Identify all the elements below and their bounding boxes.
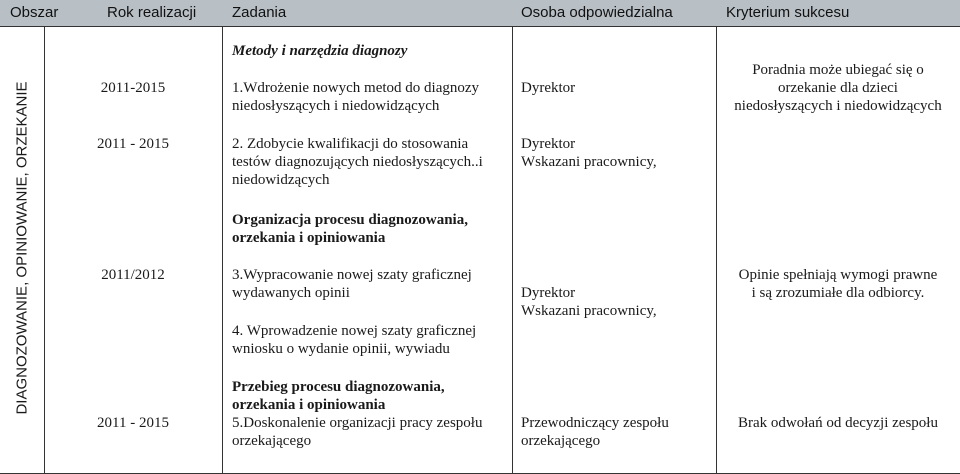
section-heading-process-line2: orzekania i opiniowania [232, 397, 386, 413]
person-row1: Dyrektor [521, 80, 576, 96]
person-row5-line2: orzekającego [521, 433, 601, 449]
task3-line1: 3.Wypracowanie nowej szaty graficznej [232, 267, 472, 283]
header-year: Rok realizacji [107, 4, 197, 21]
year-row2: 2011 - 2015 [97, 136, 169, 152]
header-tasks: Zadania [232, 4, 287, 21]
criterion-row5: Brak odwołań od decyzji zespołu [738, 415, 938, 431]
header-responsible: Osoba odpowiedzialna [521, 4, 673, 21]
person-row2-line1: Dyrektor [521, 136, 576, 152]
year-row1: 2011-2015 [100, 80, 166, 96]
section-heading-organization-line2: orzekania i opiniowania [232, 230, 386, 246]
task2-line1: 2. Zdobycie kwalifikacji do stosowania [232, 136, 469, 152]
task2-line2: testów diagnozujących niedosłyszących..i [232, 154, 483, 170]
section-heading-organization-line1: Organizacja procesu diagnozowania, [232, 212, 468, 228]
person-row3-line2: Wskazani pracownicy, [521, 303, 657, 319]
column-divider [512, 27, 513, 474]
criterion-row1-line2: orzekanie dla dzieci [778, 80, 898, 96]
header-success-criterion: Kryterium sukcesu [726, 4, 850, 21]
task4-line1: 4. Wprowadzenie nowej szaty graficznej [232, 323, 477, 339]
task2-line3: niedowidzących [232, 172, 330, 188]
task3-line2: wydawanych opinii [232, 285, 350, 301]
year-row5: 2011 - 2015 [97, 415, 169, 431]
person-row2-line2: Wskazani pracownicy, [521, 154, 657, 170]
task1-line2: niedosłyszących i niedowidzących [232, 98, 440, 114]
table-header [0, 0, 960, 27]
task5-line2: orzekającego [232, 433, 312, 449]
task4-line2: wniosku o wydanie opinii, wywiadu [232, 341, 450, 357]
task1-line1: 1.Wdrożenie nowych metod do diagnozy [232, 80, 480, 96]
section-heading-methods: Metody i narzędzia diagnozy [232, 43, 408, 59]
column-divider [222, 27, 223, 474]
header-area: Obszar [10, 4, 59, 21]
criterion-row1-line3: niedosłyszących i niedowidzących [734, 98, 942, 114]
person-row3-line1: Dyrektor [521, 285, 576, 301]
year-row3: 2011/2012 [101, 267, 165, 283]
person-row5-line1: Przewodniczący zespołu [521, 415, 669, 431]
criterion-row1-line1: Poradnia może ubiegać się o [752, 62, 924, 78]
criterion-row3-line2: i są zrozumiałe dla odbiorcy. [751, 285, 925, 301]
criterion-row3-line1: Opinie spełniają wymogi prawne [738, 267, 938, 283]
section-heading-process-line1: Przebieg procesu diagnozowania, [232, 379, 445, 395]
task5-line1: 5.Doskonalenie organizacji pracy zespołu [232, 415, 483, 431]
